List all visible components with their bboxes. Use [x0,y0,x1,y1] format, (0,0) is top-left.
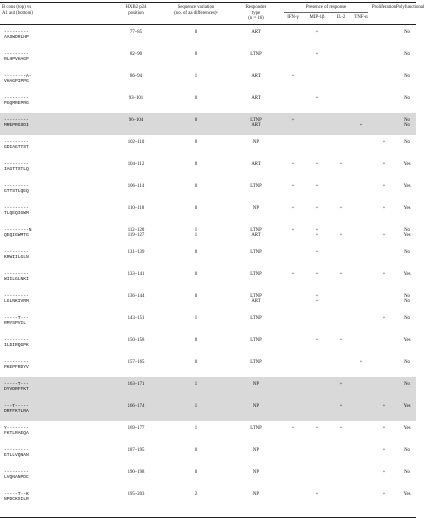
cell-sequence: -----T--K NPDCKSILR [4,492,29,503]
cell-sequence: -----T--- DYVDRFFKT [4,382,29,393]
cell-polyfunctional: No [404,382,410,387]
table-row [0,443,416,465]
cell-mip: + [315,338,319,343]
cell-responder-type: LTNP ART [250,228,262,239]
cell-proliferation: + [382,448,386,453]
header-polyfunctional: Polyfunctional [396,5,424,10]
cell-ifn: + [291,74,295,79]
cell-ifn: + [291,162,295,167]
cell-responder-type: NP [252,448,260,453]
table-row [0,91,416,113]
cell-variation: 0 [194,294,198,299]
cell-variation: 1 [194,74,198,79]
cell-responder-type: ART [251,30,261,35]
cell-responder-type: NP [252,382,260,387]
cell-sequence: --------- ETLLVQNAN [4,448,29,459]
cell-polyfunctional: No [404,74,410,79]
cell-sequence: --------- LGLNKIVRM [4,294,29,305]
cell-mip: + [315,250,319,255]
table-row [0,377,416,399]
cell-polyfunctional: No [404,316,410,321]
cell-responder-type: NP [252,470,260,475]
cell-sequence: --------- LVQNANPDC [4,470,29,481]
cell-proliferation: + [382,206,386,211]
cell-mip: + [315,426,319,431]
header-sequence: B cons (top) vs A1 aut (bottom) [2,5,33,16]
cell-proliferation: + [382,470,386,475]
table-row [0,113,416,135]
header-ifn: IFN-γ [287,15,299,20]
cell-variation: 0 [194,250,198,255]
cell-responder-type: LTNP [250,338,262,343]
cell-position: 112–120 119–127 [127,228,145,239]
cell-variation: 0 [194,162,198,167]
table-row [0,399,416,421]
cell-proliferation: + [382,233,386,239]
cell-polyfunctional: No [404,250,410,255]
cell-ifn: + [291,184,295,189]
cell-polyfunctional: No [404,30,410,35]
table-bottom-rule [0,517,416,518]
cell-sequence: Y-------- FKTLRAEQA [4,426,29,437]
table-row [0,25,416,47]
cell-ifn: + [291,426,295,431]
cell-variation: 0 [194,184,198,189]
cell-position: 169–177 [127,426,145,431]
table-row [0,333,416,355]
header-presence-of-response: Presence of response [305,5,347,10]
cell-responder-type: ART [251,74,261,79]
cell-ifn: + [291,118,295,123]
cell-responder-type: NP [252,492,260,497]
cell-position: 136–144 [127,294,145,299]
cell-tnf: + [359,123,363,129]
table-row [0,201,416,223]
cell-sequence: --------- TLQEQIGWM [4,206,29,217]
table-row [0,223,416,245]
cell-polyfunctional: No [404,360,410,365]
cell-variation: 0 [194,448,198,453]
cell-proliferation: + [382,162,386,167]
table-row [0,47,416,69]
cell-responder-type: LTNP [250,250,262,255]
cell-responder-type: LTNP [250,52,262,57]
cell-mip: + [315,206,319,211]
cell-mip: + [315,184,319,189]
cell-ifn: + [291,206,295,211]
cell-mip: + + [315,228,319,239]
cell-sequence: --------- PKEPFRDYV [4,360,29,371]
cell-position: 195–203 [127,492,145,497]
cell-polyfunctional: No [404,470,410,475]
cell-position: 96–104 [128,118,144,123]
cell-proliferation: + [382,404,386,409]
cell-responder-type: NP [252,404,260,409]
cell-position: 110–118 [127,206,145,211]
cell-responder-type: ART [251,96,261,101]
cell-variation: 0 [194,30,198,35]
table-row [0,69,416,91]
cell-responder-type: NP [252,206,260,211]
table-row [0,355,416,377]
cell-proliferation: + [382,316,386,321]
cell-position: 166–174 [127,404,145,409]
cell-il2: + [339,233,343,239]
header-responder-type: Responder type (n = 16) [245,5,267,22]
cell-variation: 2 [194,492,198,497]
table-row [0,245,416,267]
cell-sequence: --------- PGQMREPRG [4,96,29,107]
cell-proliferation: + [382,184,386,189]
cell-sequence: --------- IAGTTSTLQ [4,162,29,173]
header-variation: Sequence variation (no. of aa differences)ᵃ [174,5,218,16]
cell-responder-type: LTNP ART [250,294,262,305]
cell-variation: 0 [194,338,198,343]
cell-polyfunctional: No No [404,118,410,129]
cell-position: 104–112 [127,162,145,167]
cell-mip: + [315,492,319,497]
cell-il2: + [339,404,343,409]
header-mip: MIP-1β [309,15,325,20]
table-top-rule [0,2,416,3]
cell-variation: 0 [194,272,198,277]
table-row [0,179,416,201]
cell-sequence: --------- KRWIILGLN [4,250,29,261]
cell-variation: 1 [194,404,198,409]
cell-position: 77–85 [130,30,142,35]
cell-polyfunctional: Yes [403,184,411,189]
cell-responder-type: NP [252,140,260,145]
cell-sequence: --------- WIILGLNKI [4,272,29,283]
cell-mip: + + [315,294,319,305]
header-proliferation: Proliferation [371,5,397,10]
cell-responder-type: LTNP [250,316,262,321]
cell-position: 190–198 [127,470,145,475]
cell-polyfunctional: Yes [403,272,411,277]
cell-polyfunctional: Yes [403,206,411,211]
cell-polyfunctional: Yes [403,162,411,167]
presence-underline [284,12,368,13]
table-row [0,421,416,443]
cell-position: 163–171 [127,382,145,387]
cell-variation: 0 [194,96,198,101]
cell-proliferation: + [382,492,386,497]
header-tnf: TNF-α [354,15,368,20]
cell-il2: + [339,206,343,211]
table-row [0,487,416,509]
cell-sequence: ---------N QEQIGWMTG [4,228,32,239]
header-il2: IL-2 [336,15,346,20]
header-position: HXB2 p24 position [125,5,147,16]
cell-variation: 0 [194,52,198,57]
cell-responder-type: LTNP [250,184,262,189]
cell-sequence: --------- AASWDRLHP [4,30,29,41]
cell-position: 143–151 [127,316,145,321]
cell-responder-type: ART [251,162,261,167]
cell-variation: 1 1 [194,228,198,239]
cell-polyfunctional: No [404,52,410,57]
cell-variation: 0 [194,118,198,123]
cell-position: 131–139 [127,250,145,255]
cell-il2: + [339,272,343,277]
cell-il2: + [339,382,343,387]
cell-polyfunctional: No Yes [403,228,411,239]
cell-polyfunctional: Yes [403,492,411,497]
cell-responder-type: LTNP ART [250,118,262,129]
cell-mip: + [315,272,319,277]
cell-position: 106–114 [127,184,145,189]
cell-variation: 1 [194,382,198,387]
cell-sequence: -----T--- RMYSPVIL [4,316,29,327]
cell-il2: + [339,338,343,343]
cell-position: 150–158 [127,338,145,343]
cell-polyfunctional: Yes [403,404,411,409]
cell-variation: 0 [194,360,198,365]
cell-position: 133–141 [127,272,145,277]
table-row [0,465,416,487]
cell-responder-type: LTNP [250,360,262,365]
cell-position: 157–165 [127,360,145,365]
table-row [0,289,416,311]
cell-position: 102–110 [127,140,145,145]
cell-tnf: + [359,360,363,365]
cell-polyfunctional: No No [404,294,410,305]
cell-mip: + [315,52,319,57]
cell-position: 93–101 [128,96,144,101]
cell-polyfunctional: Yes [403,426,411,431]
cell-mip: + [315,30,319,35]
cell-polyfunctional: No [404,96,410,101]
cell-responder-type: LTNP [250,272,262,277]
cell-polyfunctional: No [404,448,410,453]
cell-variation: 0 [194,140,198,145]
cell-sequence: --------- GDIAGTTST [4,140,29,151]
cell-variation: 0 [194,206,198,211]
cell-ifn: + [291,228,295,233]
cell-sequence: --------- ILDIRQGPK [4,338,29,349]
table-row [0,311,416,333]
cell-responder-type: LTNP [250,426,262,431]
cell-il2: + [339,162,343,167]
cell-proliferation: + [382,426,386,431]
cell-proliferation: + [382,140,386,145]
table-row [0,135,416,157]
cell-variation: 1 [194,426,198,431]
cell-il2: + [339,426,343,431]
table-row [0,157,416,179]
cell-sequence: ---T----- DRFFKTLRA [4,404,29,415]
cell-sequence: --------A- VHAGPIPPG [4,74,32,85]
cell-position: 82–90 [130,52,142,57]
cell-mip: + [315,162,319,167]
cell-position: 187–195 [127,448,145,453]
cell-polyfunctional: Yes [403,338,411,343]
cell-sequence: --------- RLHPVHAGP [4,52,29,63]
cell-proliferation: + [382,272,386,277]
cell-mip: + [315,96,319,101]
cell-ifn: + [291,272,295,277]
cell-position: 86–94 [130,74,142,79]
cell-sequence: --------- GTTSTLQEQ [4,184,29,195]
table-row [0,267,416,289]
cell-polyfunctional: No [404,140,410,145]
cell-variation: 0 [194,470,198,475]
cell-variation: 1 [194,316,198,321]
cell-sequence: --------- MREPRGSDI [4,118,29,129]
